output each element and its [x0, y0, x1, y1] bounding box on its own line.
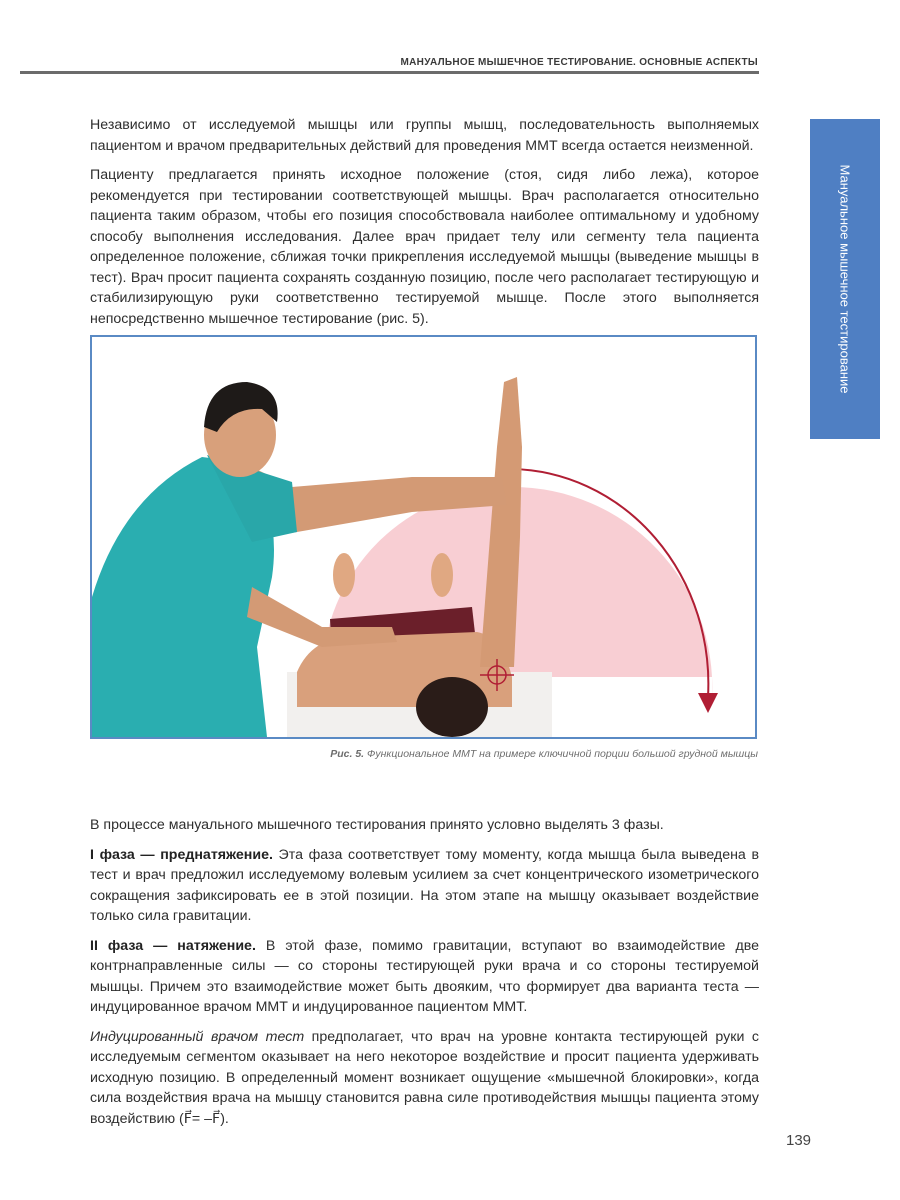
intro-text	[90, 115, 759, 338]
patient-head	[416, 677, 488, 737]
caption-label: Рис. 5.	[330, 748, 365, 760]
running-head: МАНУАЛЬНОЕ МЫШЕЧНОЕ ТЕСТИРОВАНИЕ. ОСНОВНЫЕ АСПЕКТЫ	[400, 57, 758, 68]
patient-foot-left	[333, 553, 355, 597]
phase-2-paragraph	[90, 936, 759, 1018]
caption-text: Функциональное ММТ на примере ключичной порции большой грудной мышцы	[364, 748, 758, 760]
phase-1-title: I фаза — преднатяжение.	[90, 846, 273, 863]
motion-arrow-head	[698, 693, 718, 713]
side-tab-label: Мануальное мышечное тестирование	[837, 164, 853, 394]
phases-intro: В процессе мануального мышечного тестирования принято условно выделять 3 фазы.	[90, 817, 664, 833]
phase-2-title: II фаза — натяжение.	[90, 937, 256, 954]
patient-foot-right	[431, 553, 453, 597]
intro-paragraph-1: Независимо от исследуемой мышцы или группы мышц, последовательность выполняемых пациентом и врачом предварительных действий для проведения ММТ всегда остается неизменной.	[90, 117, 759, 154]
phase-2-text: В этой фазе, помимо гравитации, вступают во взаимодействие две контрнаправленные силы — со стороны тестирующей руки врача и со стороны тестируемой мышцы. Причем это взаимодействие может быть двояким, что формирует два варианта теста — индуцированное врачом ММТ и индуцированное пациентом ММТ.	[90, 937, 759, 1015]
figure-illustration	[92, 337, 755, 737]
induced-test-title: Индуцированный врачом тест	[90, 1028, 305, 1045]
phases-text	[90, 815, 759, 1138]
intro-paragraph-2: Пациенту предлагается принять исходное положение (стоя, сидя либо лежа), которое рекомендуется при тестировании соответствующей мышцы. Врач располагается относительно пациента таким образом, чтобы его позиция способствовала наиболее оптимальному и удобному способу выполнения исследования. Далее врач придает телу или сегменту тела пациента определенное положение, сближая точки прикрепления исследуемой мышцы (выведение мышцы в тест). Врач просит пациента сохранять созданную позицию, после чего располагает тестирующую и стабилизирующую руки соответственно тестируемой мышце. После этого выполняется непосредственно мышечное тестирование (рис. 5).	[90, 167, 759, 327]
phase-1-paragraph	[90, 845, 759, 927]
phase-1-text: Эта фаза соответствует тому моменту, когда мышца была выведена в тест и врач предложил исследуемому волевым усилием за счет концентрического изометрического сокращения зафиксировать ее в этой позиции. На этом этапе на мышцу оказывает воздействие только сила гравитации.	[90, 846, 759, 924]
chapter-side-tab	[810, 119, 880, 439]
induced-test-paragraph	[90, 1027, 759, 1130]
header-rule	[20, 71, 759, 74]
induced-test-text: предполагает, что врач на уровне контакта тестирующей руки с исследуемым сегментом оказывает на него некоторое воздействие и просит пациента удерживать исходную позицию. В определенный момент возникает ощущение «мышечной блокировки», когда сила воздействия врача на мышцу становится равна силе противодействия мышцы пациента этому воздействию (F⃗= –F⃗).	[90, 1028, 759, 1127]
page-number: 139	[786, 1132, 812, 1149]
figure-caption	[330, 748, 758, 760]
figure-5	[90, 335, 757, 739]
